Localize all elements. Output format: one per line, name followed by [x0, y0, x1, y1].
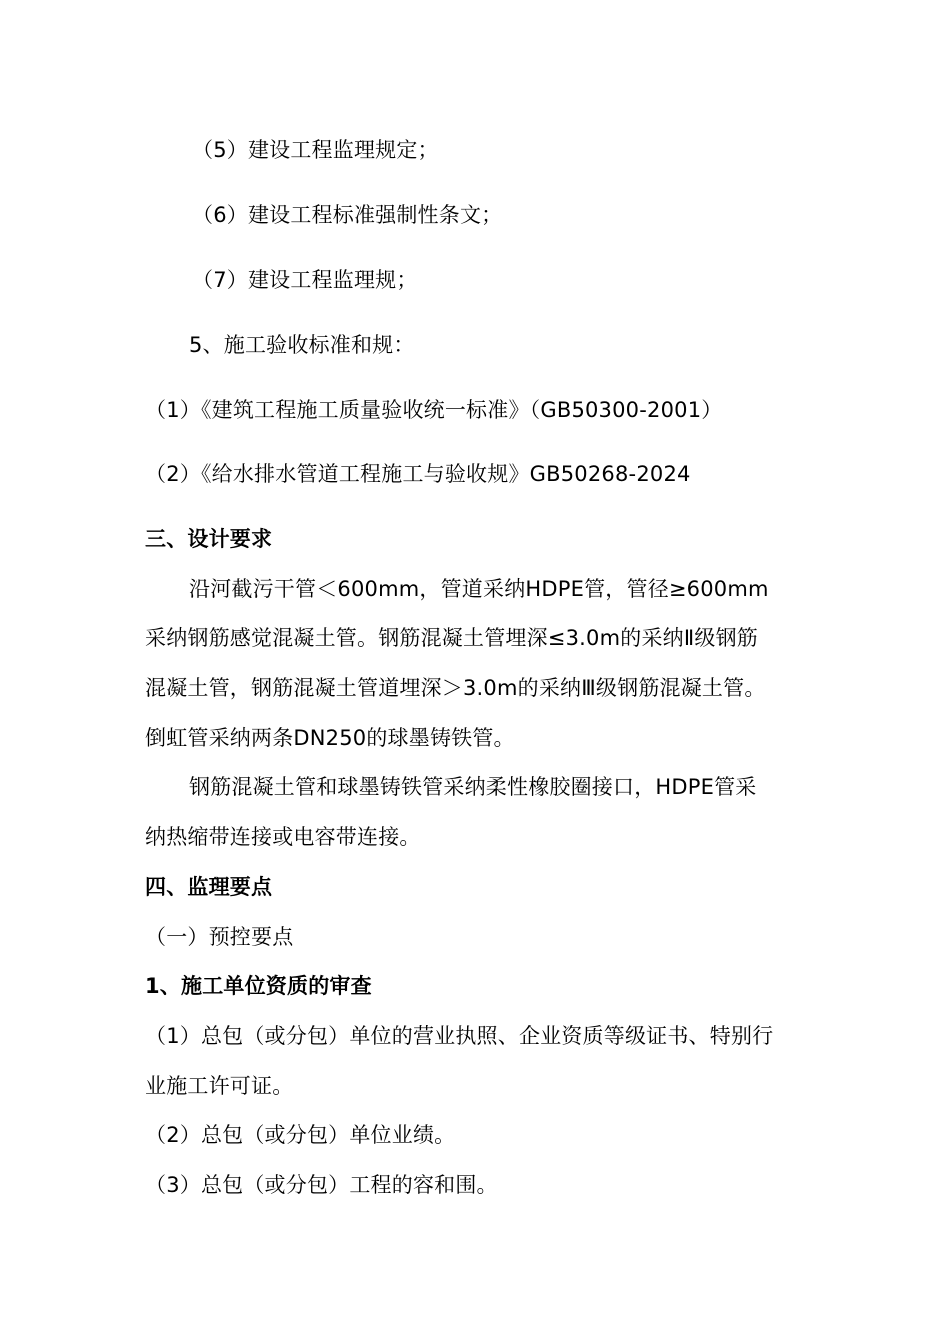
list-item-supervision-code: （7）建设工程监理规； [192, 268, 418, 292]
list-item-supervision-rules: （5）建设工程监理规定； [192, 138, 439, 162]
paragraph-line: 业施工许可证。 [145, 1074, 294, 1098]
paragraph-line: 钢筋混凝土管和球墨铸铁管采纳柔性橡胶圈接口，HDPE管采 [189, 775, 757, 799]
subsection-heading-precontrol: （一）预控要点 [145, 925, 294, 949]
section-heading-supervision-points: 四、监理要点 [145, 875, 273, 899]
paragraph-line: 纳热缩带连接或电容带连接。 [145, 825, 421, 849]
list-item-performance: （2）总包（或分包）单位业绩。 [145, 1123, 456, 1147]
list-item-gb50300: （1）《建筑工程施工质量验收统一标准》（GB50300-2001） [145, 398, 723, 422]
paragraph-line: 采纳钢筋感觉混凝土管。钢筋混凝土管埋深≤3.0m的采纳Ⅱ级钢筋 [145, 626, 758, 650]
paragraph-line: （1）总包（或分包）单位的营业执照、企业资质等级证书、特别行 [145, 1024, 774, 1048]
section-heading-acceptance-standards: 5、施工验收标准和规： [189, 333, 415, 357]
section-heading-design-requirements: 三、设计要求 [145, 527, 273, 551]
subsection-heading-qualification-review: 1、施工单位资质的审查 [145, 974, 372, 998]
list-item-mandatory-standards: （6）建设工程标准强制性条文； [192, 203, 503, 227]
paragraph-line: 倒虹管采纳两条DN250的球墨铸铁管。 [145, 726, 515, 750]
list-item-gb50268: （2）《给水排水管道工程施工与验收规》GB50268-2024 [145, 462, 691, 486]
paragraph-line: 沿河截污干管＜600mm，管道采纳HDPE管，管径≥600mm [189, 577, 769, 601]
paragraph-line: 混凝土管，钢筋混凝土管道埋深＞3.0m的采纳Ⅲ级钢筋混凝土管。 [145, 676, 766, 700]
list-item-scope: （3）总包（或分包）工程的容和围。 [145, 1173, 498, 1197]
